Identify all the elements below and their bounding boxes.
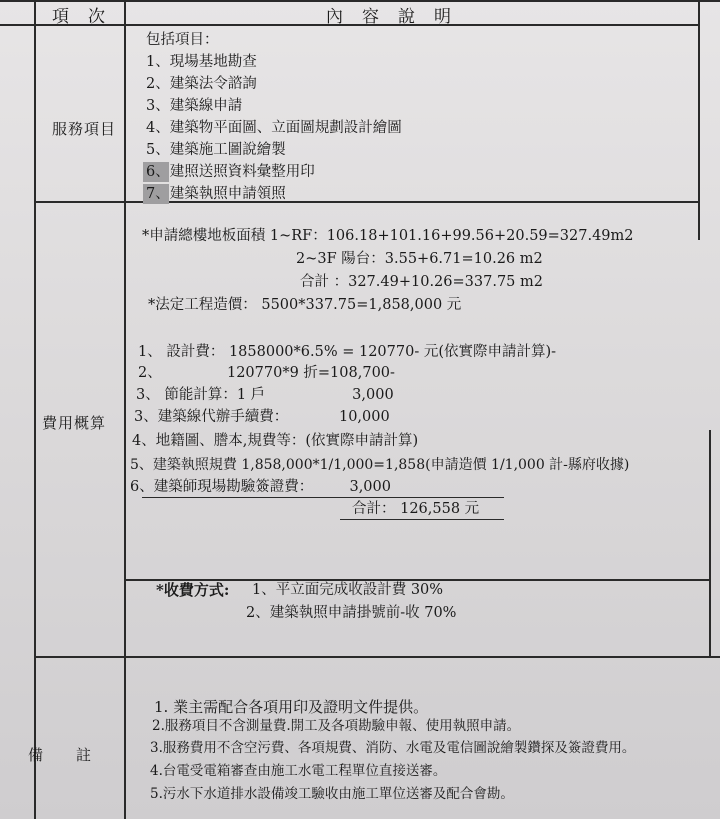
service-item: 1、現場基地勘查 xyxy=(146,54,257,70)
fee-item: 3、建築線代辦手續費： 10,000 xyxy=(134,409,390,425)
right-border-top xyxy=(698,0,700,240)
right-border-mid xyxy=(709,430,711,656)
balcony-area-line: 2~3F 陽台：3.55+6.71=10.26 m2 xyxy=(296,251,543,267)
fee-item: 3、 節能計算：1 戶 3,000 xyxy=(136,387,394,403)
remark-item: 5.污水下水道排水設備竣工驗收由施工單位送審及配合會勘。 xyxy=(150,786,514,802)
remark-item: 2.服務項目不含測量費.開工及各項勘驗申報、使用執照申請。 xyxy=(152,718,521,734)
service-item-highlighted xyxy=(146,165,315,180)
column-divider xyxy=(124,0,126,819)
area-total-line: 合計 ：327.49+10.26=337.75 m2 xyxy=(300,274,543,290)
remark-item: 1. 業主需配合各項用印及證明文件提供。 xyxy=(154,698,429,716)
service-item-text: 6、建照送照資料彙整用印 xyxy=(146,164,315,180)
floor-area-line: *申請總樓地板面積 1~RF：106.18+101.16+99.56+20.59=327.49m2 xyxy=(142,228,634,244)
fee-item: 6、建築師現場勘驗簽證費： 3,000 xyxy=(130,479,391,495)
fees-label: 費用概算 xyxy=(42,414,107,432)
remarks-label: 備 註 xyxy=(28,746,93,764)
fees-bottom-border xyxy=(34,656,720,658)
remark-item: 3.服務費用不含空污費、各項規費、消防、水電及電信圖說繪製鑽探及簽證費用。 xyxy=(150,740,636,756)
payment-label: *收費方式: xyxy=(156,581,230,599)
service-item: 3、建築線申請 xyxy=(146,98,243,114)
left-border xyxy=(34,0,36,819)
payment-term: 1、平立面完成收設計費 30% xyxy=(252,582,444,598)
services-bottom-border xyxy=(34,201,698,203)
service-item: 2、建築法令諮詢 xyxy=(146,76,257,92)
fee-underline xyxy=(142,497,504,498)
total-underline xyxy=(340,519,504,520)
service-item-text: 7、建築執照申請領照 xyxy=(146,186,286,202)
fee-item: 5、建築執照規費 1,858,000*1/1,000=1,858(申請造價 1/1,000 計-縣府收據) xyxy=(130,457,630,473)
services-intro: 包括項目： xyxy=(146,32,219,48)
fee-item: 4、地籍圖、謄本,規費等：(依實際申請計算) xyxy=(132,433,419,449)
fee-item: 1、 設計費： 1858000*6.5% = 120770- 元(依實際申請計算)- xyxy=(138,344,557,360)
fee-item: 2、 120770*9 折=108,700- xyxy=(138,365,395,381)
service-item: 4、建築物平面圖、立面圖規劃設計繪圖 xyxy=(146,120,402,136)
service-item: 5、建築施工圖說繪製 xyxy=(146,142,286,158)
payment-term: 2、建築執照申請掛號前-收 70% xyxy=(246,605,457,621)
services-label: 服務項目 xyxy=(52,120,117,138)
service-item-highlighted xyxy=(146,187,286,202)
construction-cost-line: *法定工程造價： 5500*337.75=1,858,000 元 xyxy=(148,297,462,313)
header-content: 內 容 說 明 xyxy=(326,7,452,27)
remark-item: 4.台電受電箱審查由施工水電工程單位直接送審。 xyxy=(150,763,447,779)
fee-total: 合計： 126,558 元 xyxy=(352,501,480,517)
header-item-no: 項 次 xyxy=(52,7,106,27)
